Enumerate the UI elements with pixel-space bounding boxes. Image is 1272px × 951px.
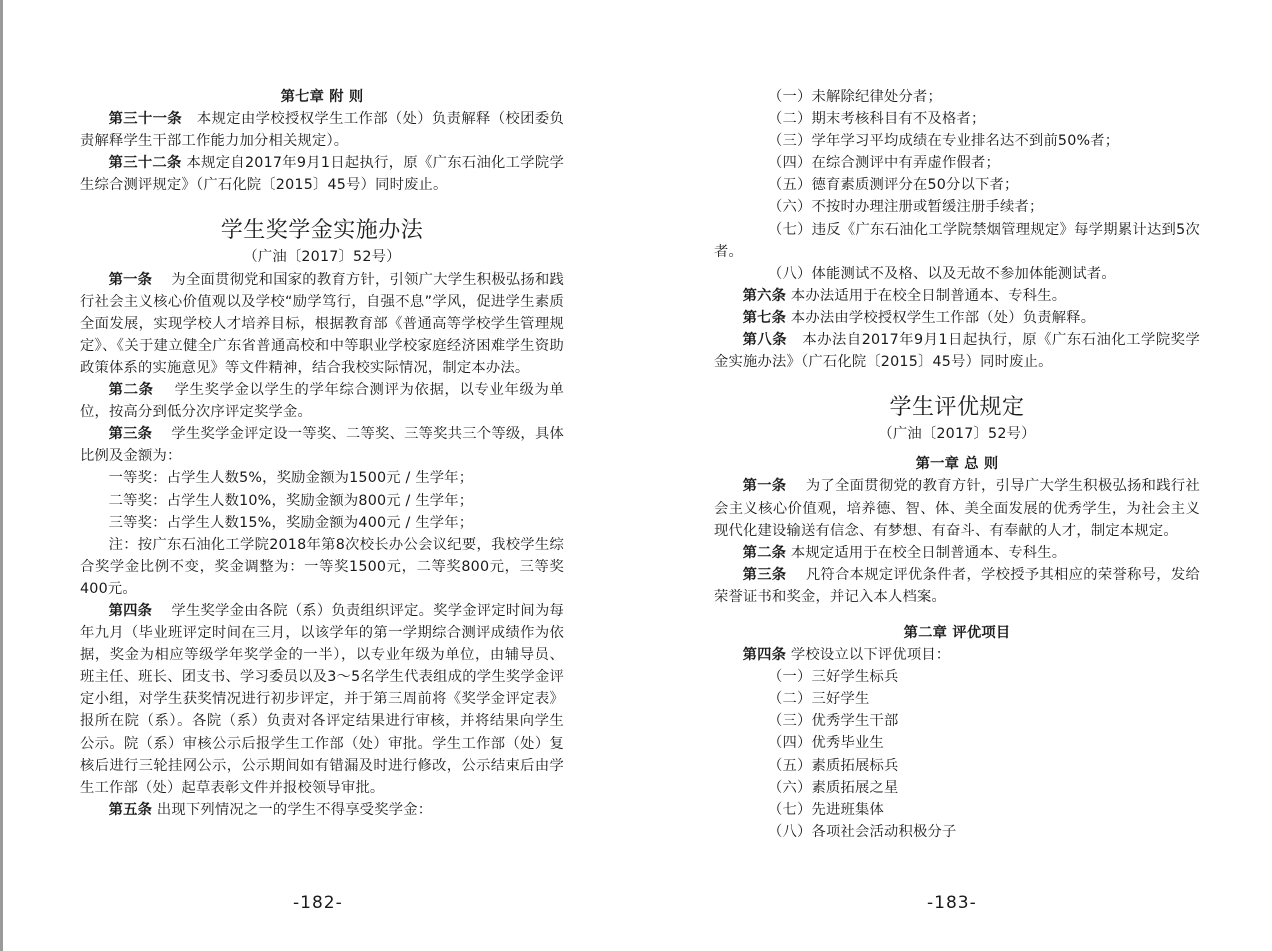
document-number: （广油〔2017〕52号）	[878, 426, 1036, 443]
list-item: （七）违反《广东石油化工学院禁烟管理规定》每学期累计达到5次者。	[714, 221, 1200, 260]
article-label: 第三条	[108, 426, 153, 443]
article-label: 第二条	[742, 544, 787, 561]
exclusion-list	[714, 86, 1200, 285]
list-item: （三）学年学习平均成绩在专业排名达不到前50%者；	[768, 133, 1120, 150]
list-item: （六）不按时办理注册或暂缓注册手续者；	[768, 199, 1044, 216]
document-number: （广油〔2017〕52号）	[243, 249, 401, 266]
prize-note: 注：按广东石油化工学院2018年第8次校长办公会议纪要，我校学生综合奖学金比例不变，奖金调整为：一等奖1500元，二等奖800元，三等奖400元。	[80, 536, 564, 597]
article-31	[80, 108, 564, 152]
award-list	[714, 666, 1200, 843]
list-item: （四）优秀毕业生	[768, 735, 884, 752]
article-label: 第七条	[742, 309, 787, 326]
rules-article-3	[714, 564, 1200, 608]
article-label: 第二条	[108, 382, 154, 399]
article-8	[714, 329, 1200, 373]
rules-article-2	[714, 542, 1200, 564]
list-item: （二）三好学生	[768, 691, 870, 708]
article-1	[80, 269, 564, 379]
document-title: 学生奖学金实施办法	[220, 218, 424, 244]
article-text: 学生奖学金评定设一等奖、二等奖、三等奖共三个等级，具体比例及金额为：	[80, 426, 565, 465]
right-page	[639, 0, 1272, 951]
page-number: -183-	[927, 893, 977, 913]
article-text: 本办法自2017年9月1日起执行，原《广东石油化工学院奖学金实施办法》（广石化院〔2015〕45号）同时废止。	[714, 332, 1201, 371]
list-item: （四）在综合测评中有弄虚作假者；	[768, 155, 1000, 172]
list-item: （一）未解除纪律处分者；	[768, 89, 942, 105]
article-32	[80, 152, 564, 196]
article-text: 为了全面贯彻党的教育方针，引导广大学生积极弘扬和践行社会主义核心价值观，培养德、智、体、美全面发展的优秀学生，为社会主义现代化建设输送有信念、有梦想、有奋斗、有奉献的人才，制定本规定。	[714, 478, 1200, 539]
prize-first: 一等奖：占学生人数5%，奖励金额为1500元 / 生学年；	[108, 470, 474, 487]
article-label: 第六条	[742, 287, 787, 304]
list-item: （八）体能测试不及格、以及无故不参加体能测试者。	[768, 265, 1116, 282]
article-label: 第八条	[742, 332, 788, 349]
list-item: （七）先进班集体	[768, 801, 884, 818]
article-text: 学生奖学金以学生的学年综合测评为依据，以专业年级为单位，按高分到低分次序评定奖学金。	[80, 382, 564, 421]
chapter-1-title: 第一章 总 则	[915, 456, 999, 473]
article-text: 学生奖学金由各院（系）负责组织评定。奖学金评定时间为每年九月（毕业班评定时间在三月，以该学年的第一学期综合测评成绩作为依据，奖金为相应等级学年奖学金的一半），以专业年级为单位，由辅导员、班主任、班长、团支书、学习委员以及3～5名学生代表组成的学生奖学金评定小组，对学生获奖情况进行初步评定，并于第三周前将《奖学金评定表》报所在院（系）。各院（系）负责对各评定结果进行审核，并将结果向学生公示。院（系）审核公示后报学生工作部（处）审批。学生工作部（处）复核后进行三轮挂网公示，公示期间如有错漏及时进行修改，公示结束后由学生工作部（处）起草表彰文件并报校领导审批。	[80, 602, 565, 796]
list-item: （三）优秀学生干部	[768, 713, 899, 730]
article-text: 本规定自2017年9月1日起执行，原《广东石油化工学院学生综合测评规定》（广石化院〔2015〕45号）同时废止。	[80, 155, 564, 194]
article-5	[80, 799, 564, 821]
right-page-text	[714, 86, 1200, 843]
chapter-2-title: 第二章 评优项目	[903, 624, 1011, 641]
list-item: （二）期末考核科目有不及格者；	[768, 111, 986, 128]
chapter-7-title: 第七章 附 则	[280, 89, 364, 105]
article-4	[80, 600, 564, 799]
list-item: （一）三好学生标兵	[768, 669, 899, 686]
article-label: 第三十二条	[108, 155, 182, 172]
article-text: 出现下列情况之一的学生不得享受奖学金：	[156, 801, 433, 818]
article-label: 第四条	[742, 647, 787, 664]
article-label: 第五条	[108, 801, 153, 818]
page-number: -182-	[293, 893, 343, 913]
article-text: 本规定适用于在校全日制普通本、专科生。	[790, 544, 1067, 561]
list-item: （五）德育素质测评分在50分以下者；	[768, 177, 1019, 194]
article-text: 本办法适用于在校全日制普通本、专科生。	[790, 287, 1067, 304]
rules-article-4	[714, 644, 1200, 666]
article-7	[714, 307, 1200, 329]
article-text: 凡符合本规定评优条件者，学校授予其相应的荣誉称号，发给荣誉证书和奖金，并记入本人档案。	[714, 566, 1200, 605]
article-6	[714, 285, 1200, 307]
article-3	[80, 423, 564, 467]
rules-article-1	[714, 475, 1200, 541]
prize-third: 三等奖：占学生人数15%，奖励金额为400元 / 生学年；	[108, 514, 474, 531]
document-title: 学生评优规定	[889, 395, 1025, 421]
article-text: 为全面贯彻党和国家的教育方针，引领广大学生积极弘扬和践行社会主义核心价值观以及学校“励学笃行，自强不息”学风，促进学生素质全面发展，实现学校人才培养目标，根据教育部《普通高等学校学生管理规定》、《关于建立健全广东省普通高校和中等职业学校家庭经济困难学生资助政策体系的实施意见》等文件精神，结合我校实际情况，制定本办法。	[80, 271, 565, 376]
prize-second: 二等奖：占学生人数10%，奖励金额为800元 / 生学年；	[108, 492, 474, 509]
list-item: （八）各项社会活动积极分子	[768, 823, 957, 840]
article-label: 第四条	[108, 602, 153, 619]
article-2	[80, 379, 564, 423]
article-label: 第一条	[108, 271, 153, 288]
left-page-text	[80, 86, 564, 821]
list-item: （六）素质拓展之星	[768, 779, 899, 796]
left-page	[3, 0, 639, 951]
list-item: （五）素质拓展标兵	[768, 757, 899, 774]
article-label: 第一条	[742, 478, 787, 495]
article-text: 本办法由学校授权学生工作部（处）负责解释。	[790, 309, 1096, 326]
article-text: 学校设立以下评优项目：	[790, 647, 951, 664]
article-label: 第三条	[742, 566, 787, 583]
article-text: 本规定由学校授权学生工作部（处）负责解释（校团委负责解释学生干部工作能力加分相关规定）。	[80, 111, 565, 150]
article-label: 第三十一条	[108, 111, 183, 128]
book-spread	[3, 0, 1272, 951]
